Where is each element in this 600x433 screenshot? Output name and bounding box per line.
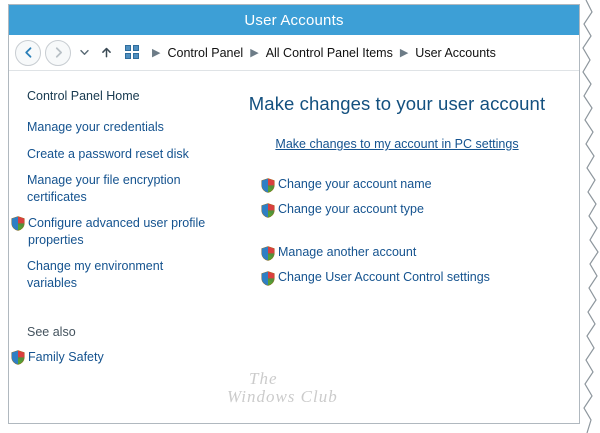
- navigation-bar: [9, 35, 579, 71]
- shield-icon: [11, 216, 25, 231]
- sidebar-item-manage-your-credentials[interactable]: [27, 119, 209, 136]
- watermark-line-1: The: [249, 369, 278, 388]
- shield-glyph: [261, 271, 275, 286]
- sidebar: [9, 71, 219, 423]
- shield-icon: [261, 246, 275, 261]
- chevron-down-glyph: [80, 49, 89, 56]
- shield-glyph: [261, 246, 275, 261]
- forward-arrow-glyph: [52, 46, 65, 59]
- shield-icon: [261, 203, 275, 218]
- sidebar-item-label: Change my environment variables: [27, 259, 164, 290]
- see-also-heading: See also: [27, 325, 76, 339]
- forward-arrow-icon[interactable]: [45, 40, 71, 66]
- sidebar-item-label: Create a password reset disk: [27, 146, 189, 161]
- up-arrow-glyph: [100, 46, 113, 59]
- back-arrow-glyph: [22, 46, 35, 59]
- sidebar-item-label: Configure advanced user profile properties: [28, 216, 206, 247]
- content-area: [9, 71, 579, 423]
- shield-glyph: [11, 216, 25, 231]
- shield-glyph: [261, 178, 275, 193]
- task-label: Change your account name: [278, 177, 432, 191]
- breadcrumb[interactable]: [123, 41, 573, 65]
- task-group-spacer: [233, 227, 561, 245]
- sidebar-item-configure-advanced-user-profile-properties[interactable]: [11, 215, 209, 248]
- task-manage-another-account[interactable]: [233, 245, 561, 261]
- watermark-line-2: Windows Club: [227, 387, 338, 406]
- pc-settings-link[interactable]: Make changes to my account in PC settings: [275, 137, 519, 151]
- shield-icon: [11, 350, 25, 365]
- task-label: Manage another account: [278, 245, 417, 259]
- window-title: User Accounts: [244, 11, 344, 29]
- back-arrow-icon[interactable]: [15, 40, 41, 66]
- breadcrumb-item-user-accounts[interactable]: User Accounts: [415, 45, 496, 60]
- breadcrumb-separator-2: ▶: [399, 47, 409, 59]
- chevron-down-icon[interactable]: [75, 40, 93, 66]
- title-bar: [9, 5, 579, 35]
- task-change-user-account-control-settings[interactable]: [233, 270, 561, 286]
- sidebar-item-family-safety[interactable]: [11, 349, 209, 366]
- torn-edge-decoration: [578, 0, 600, 433]
- shield-glyph: [11, 350, 25, 365]
- control-panel-window: [8, 4, 580, 424]
- sidebar-item-label: Family Safety: [28, 350, 104, 364]
- control-panel-icon: [125, 45, 141, 61]
- sidebar-item-label: Manage your credentials: [27, 120, 164, 134]
- task-change-your-account-type[interactable]: [233, 202, 561, 218]
- shield-icon: [261, 271, 275, 286]
- main-pane: [219, 71, 579, 423]
- shield-icon: [261, 178, 275, 193]
- task-label: Change User Account Control settings: [278, 270, 490, 284]
- task-change-your-account-name[interactable]: [233, 177, 561, 193]
- sidebar-item-change-my-environment-variables[interactable]: [27, 258, 209, 291]
- task-label: Change your account type: [278, 202, 424, 216]
- sidebar-item-control-panel-home[interactable]: Control Panel Home: [27, 89, 140, 103]
- breadcrumb-separator-0: ▶: [152, 47, 161, 59]
- breadcrumb-separator-1: ▶: [250, 47, 259, 59]
- breadcrumb-item-control-panel[interactable]: Control Panel: [167, 45, 244, 60]
- shield-glyph: [261, 203, 275, 218]
- page-title: Make changes to your user account: [248, 93, 546, 114]
- watermark: [227, 369, 417, 407]
- breadcrumb-item-all-control-panel-items[interactable]: All Control Panel Items: [265, 45, 393, 60]
- up-arrow-icon[interactable]: [95, 40, 117, 66]
- sidebar-item-manage-file-encryption-certificates[interactable]: [27, 172, 209, 205]
- sidebar-item-label: Manage your file encryption certificates: [27, 173, 181, 204]
- sidebar-item-create-a-password-reset-disk[interactable]: [27, 146, 209, 163]
